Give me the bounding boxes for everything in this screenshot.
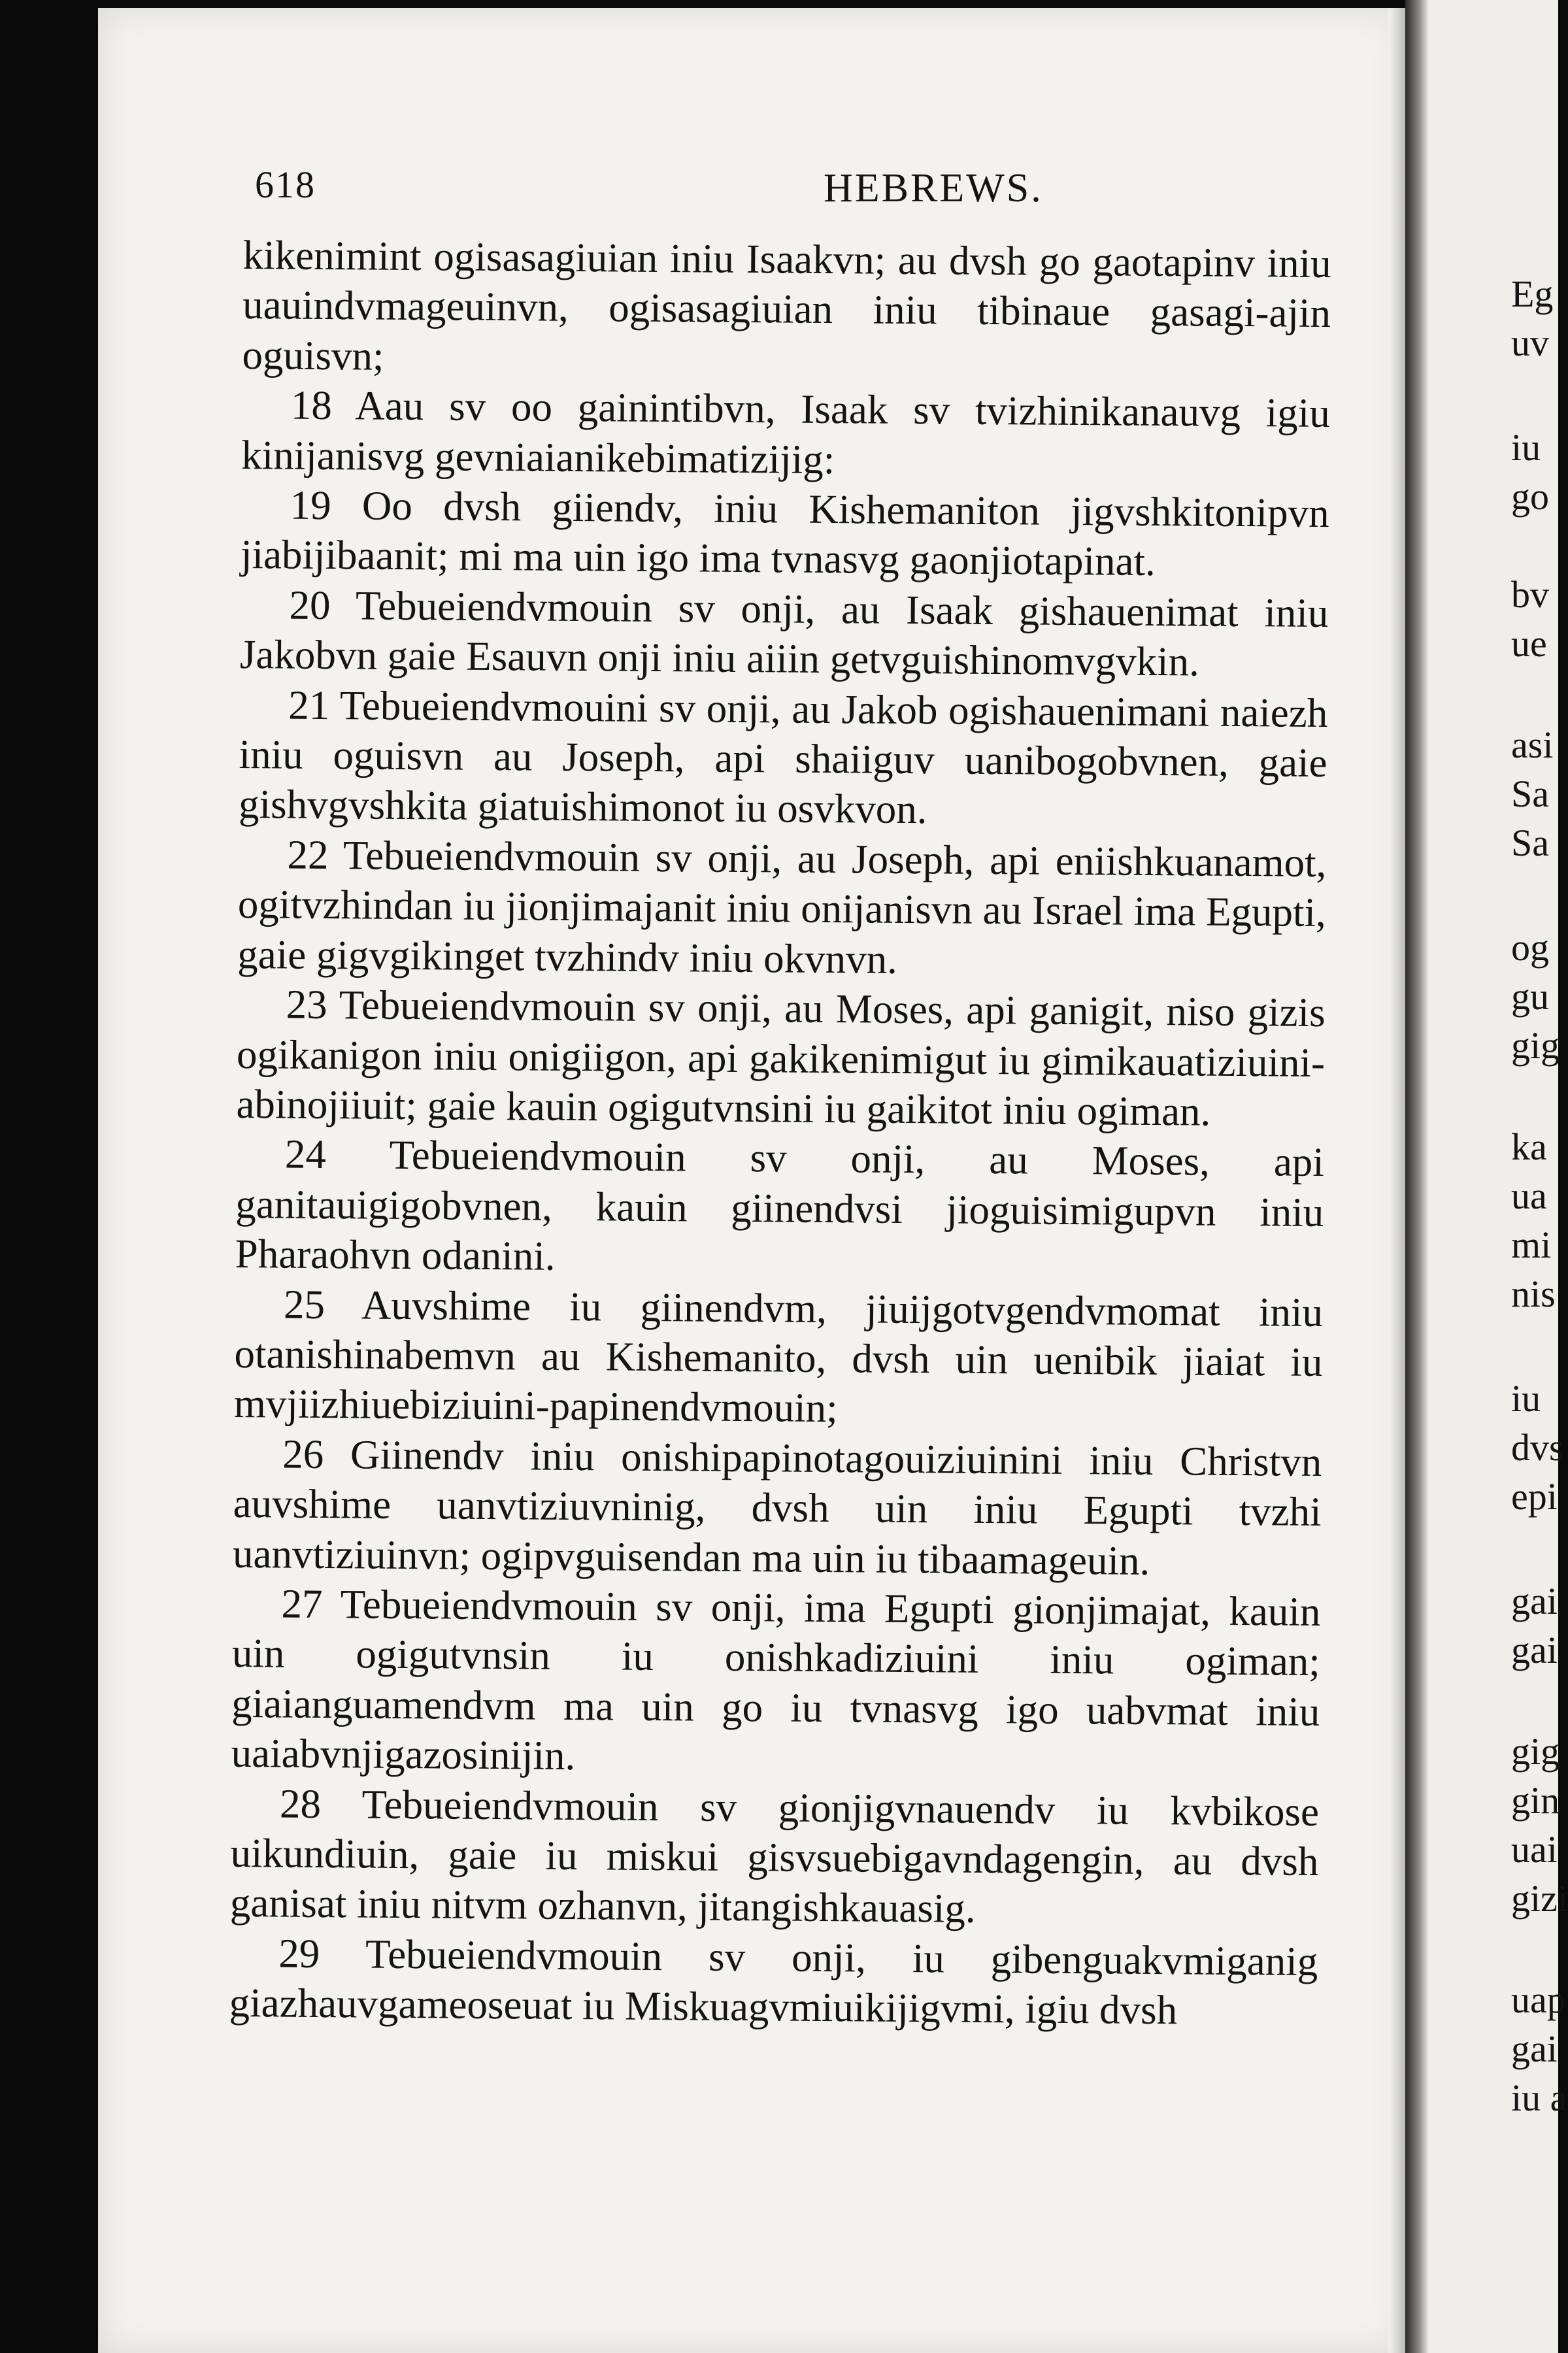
facing-fragment: iu a (1511, 2077, 1567, 2119)
facing-fragment: iu (1511, 426, 1541, 469)
facing-fragment: gizi (1511, 1877, 1568, 1920)
facing-fragment: Sa (1511, 822, 1549, 864)
facing-fragment: dvs (1511, 1426, 1564, 1469)
verse-20: 20 Tebueiendvmouin sv onji, au Isaak gishauenimat iniu Jakobvn gaie Esauvn onji iniu aiiin getvguishinomvgvkin. (239, 582, 1329, 685)
facing-fragment: gai (1511, 2028, 1558, 2070)
page-edge-shadow (1388, 8, 1405, 2353)
facing-fragment: nis (1511, 1273, 1556, 1315)
facing-fragment: ue (1511, 622, 1547, 665)
continuation-paragraph: kikenimint ogisasagiuian iniu Isaakvn; au dvsh go gaotapinv iniu uauindvmageuinvn, ogisasagiuian iniu tibinaue gasagi-ajin oguisvn; (242, 231, 1331, 379)
facing-fragment: og (1511, 926, 1549, 969)
verse-29: 29 Tebueiendvmouin sv onji, iu gibenguakvmiganig giazhauvgameoseuat iu Miskuagvmiuikijigvmi, igiu dvsh (229, 1930, 1318, 2033)
facing-fragment: gai (1511, 1629, 1558, 1671)
verse-25: 25 Auvshime iu giinendvm, jiuijgotvgendvmomat iniu otanishinabemvn au Kishemanito, dvsh uin uenibik jiaiat iu mvjiizhiuebiziuini-papinendvmouin; (233, 1281, 1324, 1431)
facing-fragment: go (1511, 475, 1549, 518)
facing-fragment: uai (1511, 1828, 1558, 1871)
verse-22: 22 Tebueiendvmouin sv onji, au Joseph, api eniishkuanamot, ogitvzhindan iu jionjimajanit iniu onijanisvn au Israel ima Egupti, gaie gigvgikinget tvzhindv iniu okvnvn. (237, 831, 1327, 982)
facing-fragment: uv (1511, 322, 1549, 364)
verse-21: 21 Tebueiendvmouini sv onji, au Jakob ogishauenimani naiezh iniu oguisvn au Joseph, api shaiiguv uanibogobvnen, gaie gishvgvshkita giatuishimonot iu osvkvon. (238, 682, 1328, 833)
book-page (98, 8, 1405, 2353)
facing-fragment: gai (1511, 1580, 1558, 1622)
facing-fragment: gig (1511, 1024, 1560, 1067)
verse-23: 23 Tebueiendvmouin sv onji, au Moses, api ganigit, niso gizis ogikanigon iniu onigiigon, api gakikenimigut iu gimikauatiziuini-abinojiiuit; gaie kauin ogigutvnsini iu gaikitot iniu ogiman. (236, 981, 1326, 1135)
verse-27: 27 Tebueiendvmouin sv onji, ima Egupti gionjimajat, kauin uin ogigutvnsin iu onishkadiziuini iniu ogiman; giaianguamendvm ma uin go iu tvnasvg igo uabvmat iniu uaiabvnjigazosinijin. (231, 1580, 1321, 1779)
facing-fragment: mi (1511, 1224, 1552, 1266)
facing-fragment: epi (1511, 1475, 1558, 1518)
facing-fragment: Sa (1511, 773, 1549, 815)
verse-24: 24 Tebueiendvmouin sv onji, au Moses, api ganitauigigobvnen, kauin giinendvsi jioguisimigupvn iniu Pharaohvn odanini. (235, 1131, 1325, 1279)
binding-fold (1405, 0, 1429, 2353)
facing-fragment: gu (1511, 975, 1549, 1018)
verse-26: 26 Giinendv iniu onishipapinotagouiziuinini iniu Christvn auvshime uanvtiziuvninig, dvsh uin iniu Egupti tvzhi uanvtiziuinvn; ogipvguisendan ma uin iu tibaamageuin. (232, 1431, 1322, 1584)
facing-fragment: bv (1511, 573, 1549, 616)
running-head: HEBREWS. (824, 166, 1043, 210)
facing-fragment: ua (1511, 1175, 1547, 1217)
verse-18: 18 Aau sv oo gainintibvn, Isaak sv tvizhinikanauvg igiu kinijanisvg gevniaianikebimatizijig: (241, 382, 1331, 482)
text-column (229, 230, 1331, 2037)
verse-19: 19 Oo dvsh giiendv, iniu Kishemaniton jigvshkitonipvn jiabijibaanit; mi ma uin igo ima tvnasvg gaonjiotapinat. (240, 482, 1329, 585)
page-number: 618 (255, 163, 316, 206)
facing-fragment: ka (1511, 1126, 1547, 1168)
facing-page-strip (1405, 0, 1568, 2353)
facing-fragment: gig (1511, 1730, 1560, 1773)
facing-fragment: gin (1511, 1779, 1560, 1822)
page-header (255, 155, 1366, 220)
facing-fragment: asi (1511, 724, 1554, 766)
facing-fragment: iu (1511, 1377, 1541, 1420)
verse-28: 28 Tebueiendvmouin sv gionjigvnauendv iu kvbikose uikundiuin, gaie iu miskui gisvsuebigavndagengin, au dvsh ganisat iniu nitvm ozhanvn, jitangishkauasig. (229, 1780, 1320, 1932)
facing-fragment: Eg (1511, 273, 1554, 315)
facing-fragment: uap (1511, 1978, 1566, 2021)
